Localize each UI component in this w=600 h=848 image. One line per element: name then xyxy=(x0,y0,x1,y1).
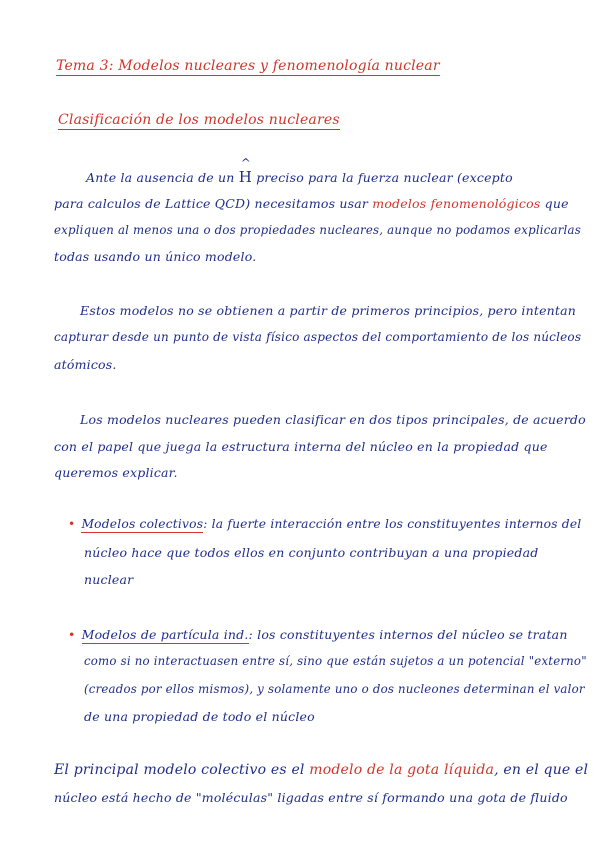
p3-line-3: queremos explicar. xyxy=(54,465,178,480)
bullet-collective-line-3: nuclear xyxy=(84,572,134,587)
p1-highlight-phenomenological: modelos fenomenológicos xyxy=(372,196,541,211)
bullet-independent-heading: Modelos de partícula ind. xyxy=(81,627,249,642)
p4-line-2: núcleo está hecho de "moléculas" ligadas entre sí formando una gota de fluido xyxy=(54,790,568,805)
bullet-independent-line-1: : los constituyentes internos del núcleo se tratan xyxy=(248,627,568,642)
p4-line-1b: , en el que el xyxy=(494,762,589,778)
p3-line-2: con el papel que juega la estructura interna del núcleo en la propiedad que xyxy=(54,439,548,454)
bullet-independent-line-4: de una propiedad de todo el núcleo xyxy=(84,709,315,724)
p4-highlight-liquid-drop: modelo de la gota líquida xyxy=(309,762,495,778)
bullet-independent xyxy=(68,627,568,642)
bullet-dot-icon: • xyxy=(68,627,76,642)
bullet-collective xyxy=(68,517,581,531)
p1-line-4: todas usando un único modelo. xyxy=(54,249,257,264)
p3-line-1: Los modelos nucleares pueden clasificar en dos tipos principales, de acuerdo xyxy=(80,412,586,427)
p2-line-1: Estos modelos no se obtienen a partir de primeros principios, pero intentan xyxy=(80,303,577,318)
section-heading xyxy=(58,112,340,128)
p1-line-2 xyxy=(54,196,569,211)
p1-line-2a: para calculos de Lattice QCD) necesitamos usar xyxy=(54,196,369,211)
hamiltonian-symbol xyxy=(238,156,253,186)
p4-line-1 xyxy=(54,762,588,778)
bullet-collective-heading: Modelos colectivos xyxy=(81,517,204,531)
bullet-collective-line-1: : la fuerte interacción entre los constituyentes internos del xyxy=(203,517,582,531)
p1-line-1a: Ante la ausencia de un xyxy=(86,170,235,185)
bullet-independent-line-2: como si no interactuasen entre sí, sino que están sujetos a un potencial "externo" xyxy=(84,654,587,668)
bullet-collective-line-2: núcleo hace que todos ellos en conjunto contribuyan a una propiedad xyxy=(84,545,539,560)
p4-line-1a: El principal modelo colectivo es el xyxy=(54,762,305,778)
bullet-dot-icon: • xyxy=(68,517,76,531)
p1-line-3: expliquen al menos una o dos propiedades nucleares, aunque no podamos explicarlas xyxy=(54,223,581,237)
p2-line-3: atómicos. xyxy=(54,357,117,372)
p2-line-2: capturar desde un punto de vista físico aspectos del comportamiento de los núcleos xyxy=(54,330,582,344)
p1-line-1 xyxy=(86,156,513,186)
section-heading-text: Clasificación de los modelos nucleares xyxy=(58,112,340,128)
page-title-text: Tema 3: Modelos nucleares y fenomenología nuclear xyxy=(56,58,440,74)
hat-symbol: ^ xyxy=(240,156,252,170)
bullet-independent-line-3: (creados por ellos mismos), y solamente uno o dos nucleones determinan el valor xyxy=(84,682,585,696)
p1-line-1b: preciso para la fuerza nuclear (excepto xyxy=(256,170,513,185)
page-title xyxy=(56,58,440,74)
p1-line-2b: que xyxy=(544,196,569,211)
h-letter: H xyxy=(238,168,253,186)
